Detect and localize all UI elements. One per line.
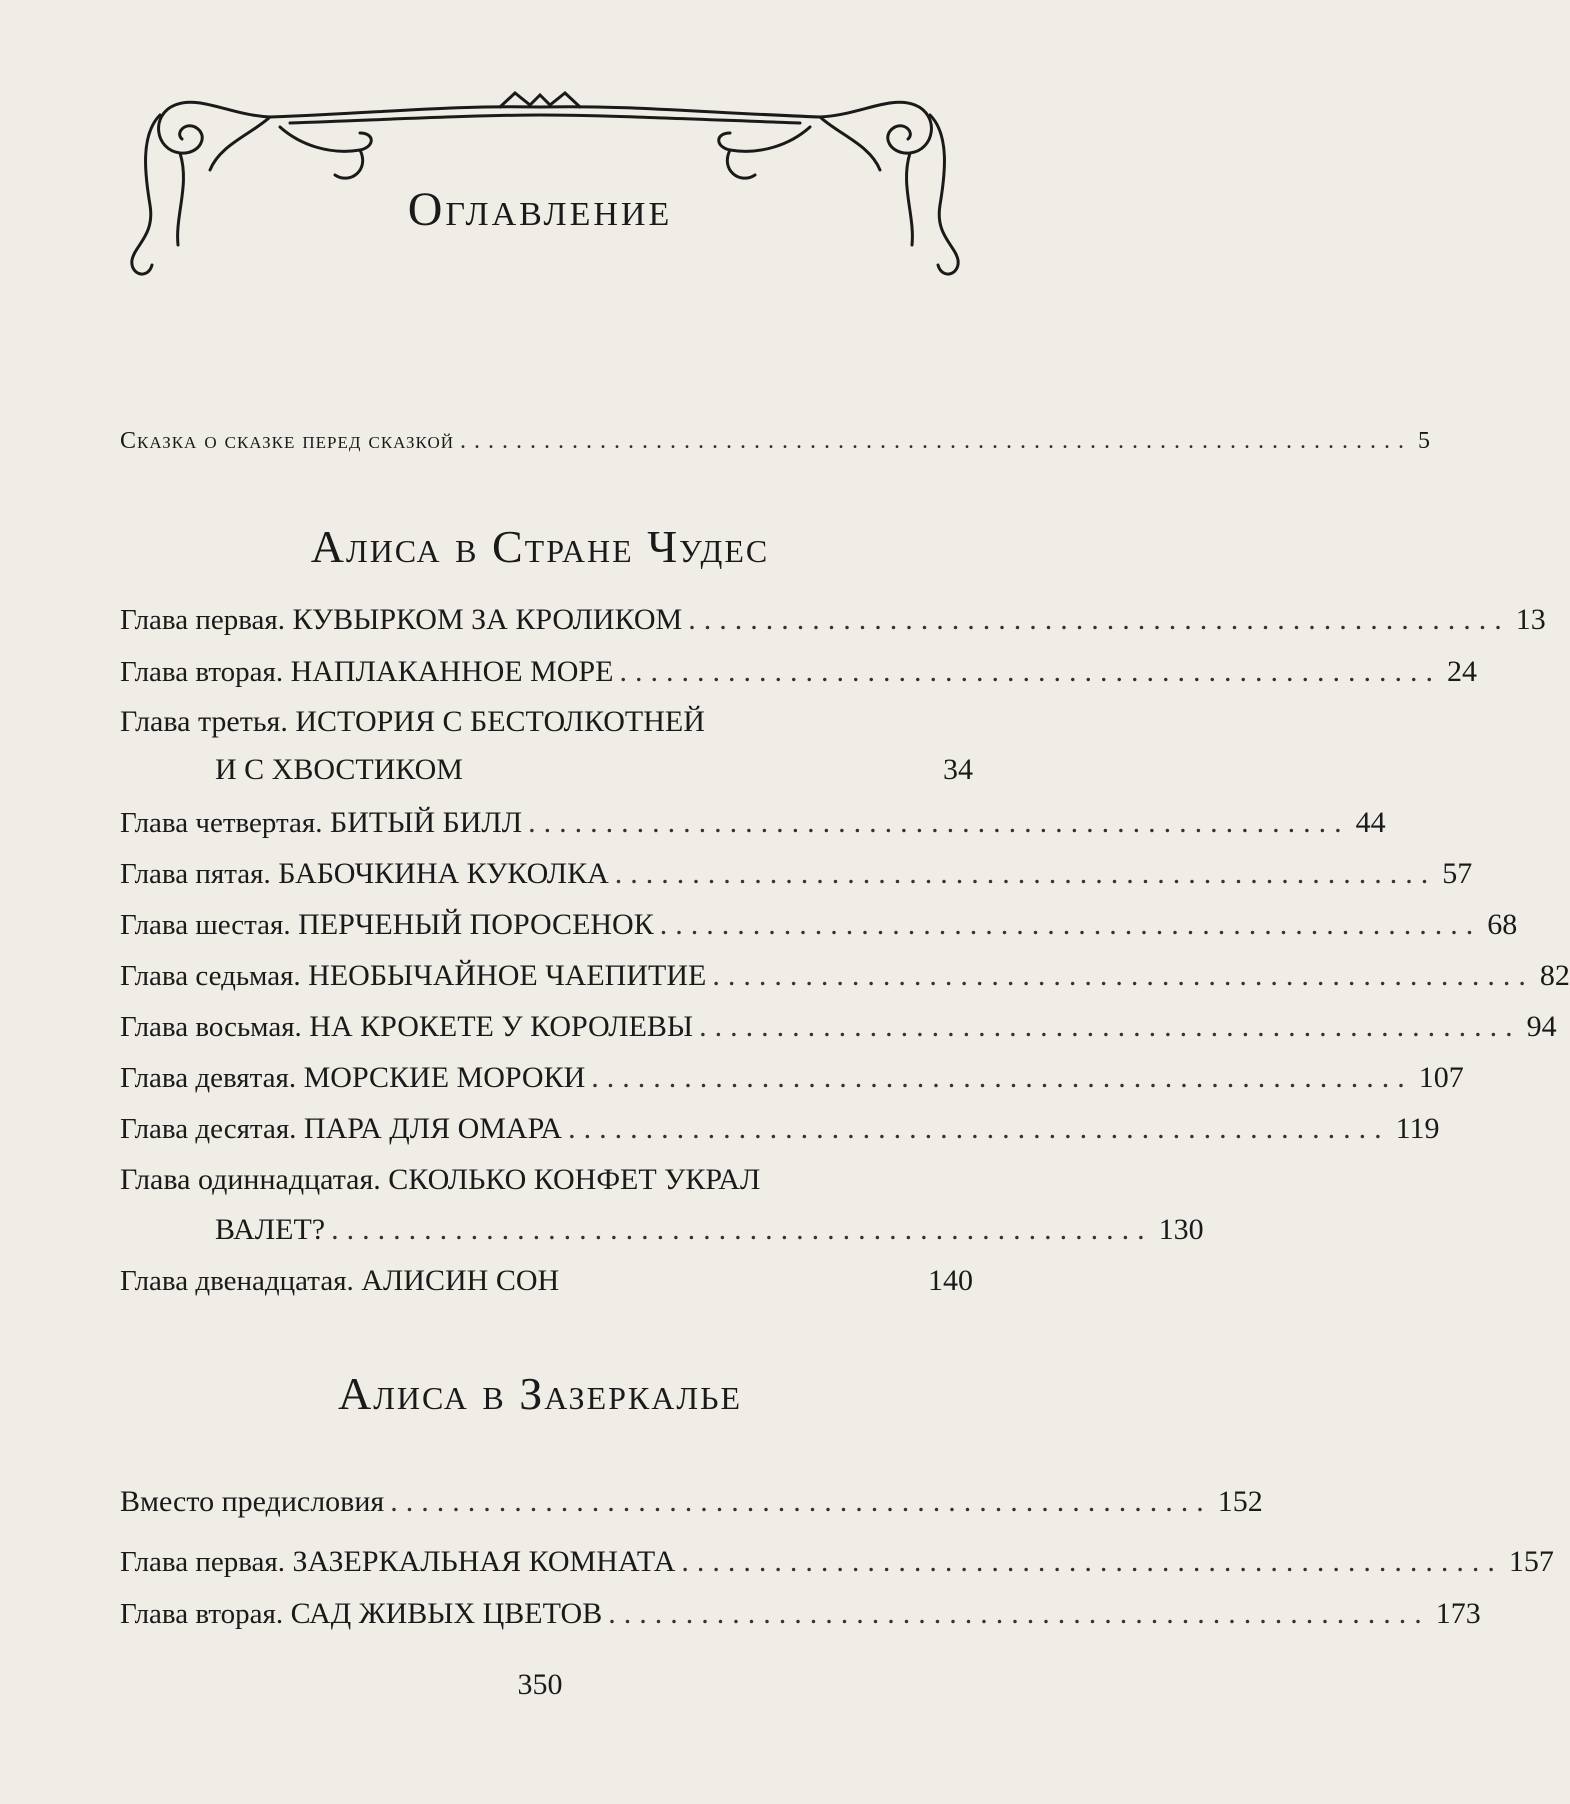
toc-entry[interactable]: Глава третья. ИСТОРИЯ С БЕСТОЛКОТНЕЙ	[120, 705, 705, 738]
toc-entry[interactable]: Вместо предисловия ..................................................... 152	[120, 1485, 1263, 1518]
toc-entry-continuation[interactable]: И С ХВОСТИКОМ 34	[215, 753, 973, 786]
toc-entry[interactable]: Глава шестая. ПЕРЧЕНЫЙ ПОРОСЕНОК ..................................................... 68	[120, 908, 1518, 941]
toc-entry[interactable]: Глава первая. КУВЫРКОМ ЗА КРОЛИКОМ ..................................................... 13	[120, 603, 1546, 636]
toc-entry[interactable]: Глава четвертая. БИТЫЙ БИЛЛ ..................................................... 44	[120, 806, 1386, 839]
toc-entry[interactable]: Глава пятая. БАБОЧКИНА КУКОЛКА ..................................................... 57	[120, 857, 1473, 890]
toc-entry[interactable]: Глава восьмая. НА КРОКЕТЕ У КОРОЛЕВЫ ..................................................... 94	[120, 1010, 1557, 1043]
page-title: Оглавление	[407, 183, 673, 236]
toc-entry[interactable]: Глава вторая. САД ЖИВЫХ ЦВЕТОВ ..................................................... 173	[120, 1597, 1481, 1630]
toc-entry[interactable]: Глава десятая. ПАРА ДЛЯ ОМАРА ..................................................... 119	[120, 1112, 1440, 1145]
toc-entry[interactable]: Глава девятая. МОРСКИЕ МОРОКИ ..................................................... 107	[120, 1061, 1464, 1094]
toc-entry-prologue[interactable]: Сказка о сказке перед сказкой .................................................................... 5	[120, 428, 1431, 454]
entry-title: Сказка о сказке перед сказкой	[120, 428, 454, 454]
entry-page: 5	[1418, 428, 1431, 454]
part1-title: Алиса в Стране Чудес	[310, 521, 770, 572]
toc-entry-continuation[interactable]: ВАЛЕТ? ..................................................... 130	[215, 1213, 1204, 1246]
page-number: 350	[517, 1668, 563, 1701]
part2-title: Алиса в Зазеркалье	[337, 1368, 743, 1419]
toc-entry[interactable]: Глава первая. ЗАЗЕРКАЛЬНАЯ КОМНАТА ..................................................... 157	[120, 1545, 1554, 1578]
toc-entry[interactable]: Глава двенадцатая. АЛИСИН СОН 140	[120, 1264, 973, 1297]
toc-entry[interactable]: Глава седьмая. НЕОБЫЧАЙНОЕ ЧАЕПИТИЕ ..................................................... 82	[120, 959, 1570, 992]
toc-entry[interactable]: Глава одиннадцатая. СКОЛЬКО КОНФЕТ УКРАЛ	[120, 1163, 761, 1196]
toc-entry[interactable]: Глава вторая. НАПЛАКАННОЕ МОРЕ ..................................................... 24	[120, 655, 1477, 688]
